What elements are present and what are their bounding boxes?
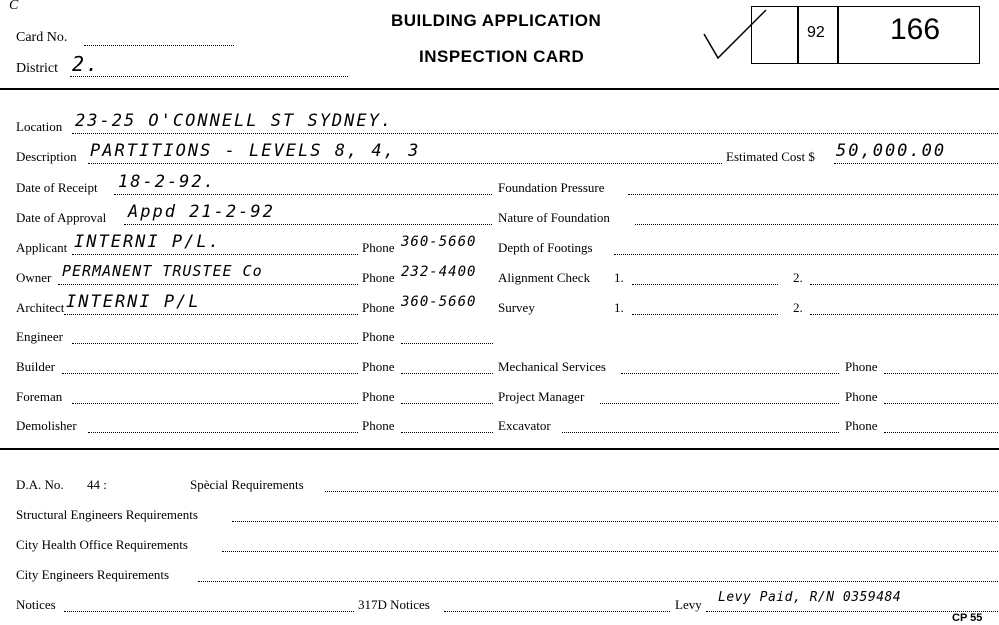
form-title-line1: BUILDING APPLICATION <box>391 11 602 30</box>
date-receipt-value: 18-2-92. <box>118 172 216 192</box>
architect-label: Architect <box>16 300 65 315</box>
mechanical-phone-field[interactable] <box>884 373 998 374</box>
location-field[interactable] <box>72 133 998 134</box>
applicant-field[interactable] <box>72 254 358 255</box>
builder-phone-label: Phone <box>362 359 395 374</box>
city-engineers-label: City Engineers Requirements <box>16 567 170 582</box>
district-field[interactable] <box>70 76 348 77</box>
excavator-field[interactable] <box>562 432 839 433</box>
builder-label: Builder <box>16 359 55 374</box>
date-receipt-field[interactable] <box>114 194 492 195</box>
architect-value: INTERNI P/L <box>66 292 201 312</box>
applicant-phone-label: Phone <box>362 240 395 255</box>
alignment-num2: 2. <box>793 270 803 285</box>
location-value: 23-25 O'CONNELL ST SYDNEY. <box>75 111 394 131</box>
structural-field[interactable] <box>232 521 998 522</box>
demolisher-phone-field[interactable] <box>401 432 493 433</box>
depth-footings-field[interactable] <box>614 254 998 255</box>
card-year: 92 <box>807 24 825 41</box>
project-manager-phone-label: Phone <box>845 389 878 404</box>
date-receipt-label: Date of Receipt <box>16 180 98 195</box>
health-field[interactable] <box>222 551 998 552</box>
project-manager-field[interactable] <box>600 403 839 404</box>
alignment-field-1[interactable] <box>632 284 778 285</box>
applicant-phone-value: 360-5660 <box>401 234 477 250</box>
engineer-label: Engineer <box>16 329 63 344</box>
notices-317d-label: 317D Notices <box>358 597 430 612</box>
excavator-phone-field[interactable] <box>884 432 998 433</box>
architect-phone-label: Phone <box>362 300 395 315</box>
description-value: PARTITIONS - LEVELS 8, 4, 3 <box>90 141 421 161</box>
alignment-field-2[interactable] <box>810 284 998 285</box>
estimated-cost-value: 50,000.00 <box>836 141 947 161</box>
survey-num2: 2. <box>793 300 803 315</box>
builder-phone-field[interactable] <box>401 373 493 374</box>
demolisher-phone-label: Phone <box>362 418 395 433</box>
structural-label: Structural Engineers Requirements <box>16 507 198 522</box>
card-number: 166 <box>890 13 941 46</box>
da-no-label: D.A. No. <box>16 477 64 492</box>
project-manager-phone-field[interactable] <box>884 403 998 404</box>
middle-divider <box>0 448 999 450</box>
location-label: Location <box>16 119 63 134</box>
card-no-field[interactable] <box>84 45 234 46</box>
mechanical-phone-label: Phone <box>845 359 878 374</box>
owner-phone-label: Phone <box>362 270 395 285</box>
form-code: CP 55 <box>952 612 983 624</box>
applicant-value: INTERNI P/L. <box>74 232 221 252</box>
architect-phone-value: 360-5660 <box>401 294 477 310</box>
district-value: 2. <box>72 52 101 76</box>
notices-label: Notices <box>16 597 56 612</box>
foreman-label: Foreman <box>16 389 63 404</box>
alignment-check-label: Alignment Check <box>498 270 591 285</box>
notices-field[interactable] <box>64 611 354 612</box>
demolisher-field[interactable] <box>88 432 358 433</box>
special-requirements-label: Spècial Requirements <box>190 477 304 492</box>
nature-foundation-field[interactable] <box>635 224 998 225</box>
demolisher-label: Demolisher <box>16 418 77 433</box>
notices-317d-field[interactable] <box>444 611 670 612</box>
special-requirements-field[interactable] <box>325 491 998 492</box>
header-divider <box>0 88 999 90</box>
nature-foundation-label: Nature of Foundation <box>498 210 610 225</box>
description-field[interactable] <box>88 163 722 164</box>
survey-num1: 1. <box>614 300 624 315</box>
alignment-num1: 1. <box>614 270 624 285</box>
engineer-phone-label: Phone <box>362 329 395 344</box>
mechanical-label: Mechanical Services <box>498 359 606 374</box>
owner-value: PERMANENT TRUSTEE Co <box>62 262 263 280</box>
corner-mark: C <box>9 0 19 13</box>
foundation-pressure-field[interactable] <box>628 194 998 195</box>
city-engineers-field[interactable] <box>198 581 998 582</box>
survey-field-2[interactable] <box>810 314 998 315</box>
owner-field[interactable] <box>58 284 358 285</box>
levy-value: Levy Paid, R/N 0359484 <box>718 590 902 605</box>
levy-label: Levy <box>675 597 702 612</box>
builder-field[interactable] <box>62 373 358 374</box>
architect-field[interactable] <box>64 314 358 315</box>
foundation-pressure-label: Foundation Pressure <box>498 180 605 195</box>
applicant-label: Applicant <box>16 240 68 255</box>
excavator-phone-label: Phone <box>845 418 878 433</box>
date-approval-label: Date of Approval <box>16 210 107 225</box>
project-manager-label: Project Manager <box>498 389 585 404</box>
district-label: District <box>16 61 58 76</box>
estimated-cost-field[interactable] <box>834 163 998 164</box>
engineer-phone-field[interactable] <box>401 343 493 344</box>
estimated-cost-label: Estimated Cost $ <box>726 149 815 164</box>
foreman-phone-label: Phone <box>362 389 395 404</box>
health-label: City Health Office Requirements <box>16 537 188 552</box>
foreman-field[interactable] <box>72 403 358 404</box>
owner-phone-value: 232-4400 <box>401 264 477 280</box>
card-no-label: Card No. <box>16 30 68 45</box>
survey-label: Survey <box>498 300 535 315</box>
card-number-box-outer <box>751 6 799 64</box>
excavator-label: Excavator <box>498 418 551 433</box>
date-approval-value: Appd 21-2-92 <box>128 202 275 222</box>
date-approval-field[interactable] <box>124 224 492 225</box>
foreman-phone-field[interactable] <box>401 403 493 404</box>
owner-label: Owner <box>16 270 52 285</box>
engineer-field[interactable] <box>72 343 358 344</box>
depth-footings-label: Depth of Footings <box>498 240 593 255</box>
survey-field-1[interactable] <box>632 314 778 315</box>
description-label: Description <box>16 149 77 164</box>
da-no-value: 44 : <box>87 477 107 492</box>
form-title-line2: INSPECTION CARD <box>419 47 585 66</box>
mechanical-field[interactable] <box>621 373 839 374</box>
